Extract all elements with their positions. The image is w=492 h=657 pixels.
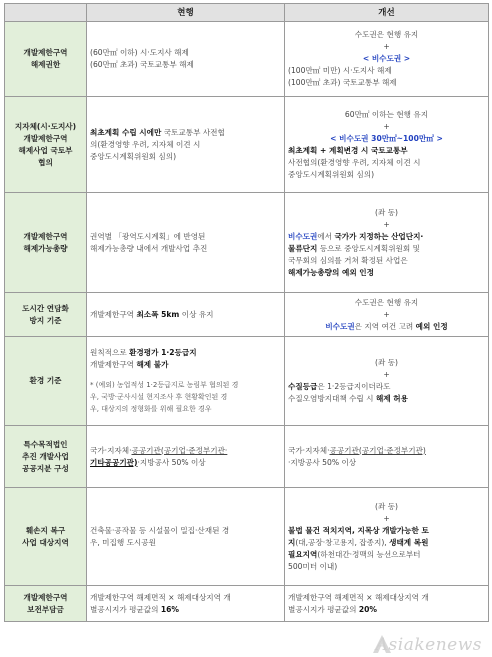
cell-line [288, 445, 485, 457]
watermark: Asiakenews [375, 635, 482, 655]
row-label-line: 개발제한구역 [23, 133, 68, 143]
table-header-row [5, 4, 489, 22]
current-cell [87, 586, 285, 622]
row-label-line: 사업 대상지역 [22, 537, 69, 547]
cell-line: (60만㎡ 이하) 시·도지사 해제 [90, 48, 189, 57]
table-row [5, 293, 489, 337]
blue-text: 비수도권 [288, 231, 318, 241]
cell-text: 개발제한구역 [90, 309, 137, 319]
cell-line [90, 604, 281, 616]
note-line: 우, 국방·군사시설 현지조사 후 현황확인된 경 [90, 393, 228, 401]
row-label [5, 426, 87, 488]
cell-line: < 비수도권 > [362, 54, 411, 63]
row-label [5, 22, 87, 97]
cell-line: ·지방공사 50% 이상 [288, 457, 357, 467]
row-label-line: 방지 기준 [29, 315, 62, 325]
cell-line: 중앙도시계획위원회 심의) [288, 169, 375, 179]
revised-cell [285, 293, 489, 337]
bold-text: 수질등급 [288, 382, 318, 391]
row-label [5, 488, 87, 586]
table-row [5, 426, 489, 488]
note-line: 우, 대상지의 정형화를 위해 필요한 경우 [90, 405, 212, 413]
row-label-line: 추진 개발사업 [22, 451, 69, 461]
cell-text: 국토교통부 사전협 [161, 127, 225, 137]
revised-cell [285, 337, 489, 426]
cell-text: 등으로 중앙도시계획위원회 및 [317, 243, 420, 253]
cell-line [288, 393, 485, 405]
spacer [90, 371, 281, 379]
row-label [5, 97, 87, 193]
bold-text: 물류단지 [288, 243, 318, 253]
cell-line [288, 243, 485, 255]
cell-line: < 비수도권 30만㎡~100만㎡ > [330, 133, 443, 143]
bold-text: 필요지역 [288, 549, 318, 559]
underlined-text: 기타공공기관) [90, 457, 138, 467]
cell-line: (60만㎡ 초과) 국토교통부 해제 [90, 60, 194, 69]
current-cell [87, 97, 285, 193]
comparison-table [4, 3, 489, 622]
table-row [5, 22, 489, 97]
cell-line: 우, 미집행 도시공원 [90, 537, 156, 547]
cell-line: 국무회의 심의를 거쳐 확정된 사업은 [288, 255, 408, 265]
cell-line: 중앙도시계획위원회 심의) [90, 151, 177, 161]
cell-text: 에서 [317, 231, 335, 241]
cell-text: 은 1·2등급지이더라도 [317, 382, 391, 391]
table-row [5, 193, 489, 293]
cell-text: 별공시지가 평균값의 [288, 604, 359, 614]
row-label-line: 개발제한구역 [23, 592, 68, 602]
cell-line: + [383, 219, 390, 229]
cell-line: 500미터 이내) [288, 561, 338, 571]
cell-line [288, 231, 485, 243]
current-cell [87, 337, 285, 426]
cell-text: (하천대간·정맥의 능선으로부터 [317, 549, 421, 559]
cell-text: 이상 유지 [179, 309, 214, 319]
bold-text: 20% [358, 604, 378, 614]
bold-text: 예외 인정 [415, 321, 448, 331]
revised-cell [285, 426, 489, 488]
revised-cell [285, 193, 489, 293]
cell-line: 권역별 「광역도시계획」에 반영된 [90, 231, 206, 241]
revised-cell [285, 586, 489, 622]
current-cell [87, 193, 285, 293]
cell-text: 수질오염방지대책 수립 시 [288, 394, 376, 403]
bold-text: 생태계 복원 [389, 537, 429, 547]
bold-text: 해제 허용 [375, 394, 408, 403]
row-label [5, 337, 87, 426]
cell-text: 은 지역 여건 고려 [354, 321, 416, 331]
cell-line: + [383, 513, 390, 523]
row-label-line: 공공지분 구성 [22, 463, 69, 473]
cell-text: (대,공장·창고용지, 잡종지), [295, 537, 390, 547]
row-label-line: 보전부담금 [27, 604, 64, 614]
row-label-line: 훼손지 복구 [25, 525, 66, 535]
row-label-line: 특수목적법인 [23, 439, 68, 449]
row-label-line: 협의 [38, 157, 53, 167]
blue-text: 비수도권 [325, 321, 355, 331]
table-row [5, 337, 489, 426]
cell-text: 원칙적으로 [90, 348, 130, 357]
bold-text: 환경평가 1·2등급지 [129, 348, 197, 357]
cell-line: + [383, 370, 390, 379]
cell-line: (좌 동) [374, 207, 398, 217]
cell-line: 의(환경영향 우려, 지자체 이견 시 [90, 139, 201, 149]
cell-line [288, 381, 485, 393]
cell-line: 사전협의(환경영향 우려, 지자체 이견 시 [288, 157, 421, 167]
table-row [5, 586, 489, 622]
cell-text: 국가·지자체· [288, 445, 330, 455]
cell-line [288, 604, 485, 616]
cell-line: (좌 동) [374, 358, 398, 367]
note-line: * (예외) 농업적성 1·2등급지로 농림부 협의된 경 [90, 381, 239, 389]
cell-line: 건축물·공작물 등 시설물이 밀집·산재된 경 [90, 525, 230, 535]
bold-text: 해제 불가 [136, 360, 169, 369]
cell-text: 별공시지가 평균값의 [90, 604, 161, 614]
cell-line: 개발제한구역 해제면적 × 해제대상지역 개 [90, 592, 231, 602]
cell-line [288, 549, 485, 561]
cell-line: 수도권은 현행 유지 [354, 297, 419, 307]
cell-line: + [383, 42, 390, 51]
table-row [5, 488, 489, 586]
bold-text: 최초계획 수립 시에만 [90, 127, 162, 137]
current-cell [87, 293, 285, 337]
cell-line [288, 321, 485, 333]
cell-text: ·지방공사 50% 이상 [137, 457, 206, 467]
cell-line: 수도권은 현행 유지 [354, 30, 419, 39]
table-row [5, 97, 489, 193]
cell-line: + [383, 309, 390, 319]
cell-line: (좌 동) [374, 501, 398, 511]
header-current: 현행 [87, 4, 285, 22]
row-label-line: 해제가능총량 [23, 243, 68, 253]
cell-line: 불법 물건 적치지역, 지목상 개발가능한 토 [288, 525, 429, 535]
revised-cell [285, 22, 489, 97]
row-label-line: 개발제한구역 [23, 48, 68, 57]
row-label-line: 지자체(시·도지사) [14, 121, 77, 131]
row-label-line: 도시간 연담화 [22, 303, 69, 313]
cell-line [90, 457, 281, 469]
bold-text: 국가가 지정하는 산업단지· [334, 231, 424, 241]
cell-line: 해제가능총량 내에서 개발사업 추진 [90, 243, 208, 253]
bold-text: 최소폭 5km [136, 309, 180, 319]
bold-text: 지 [288, 537, 296, 547]
cell-line [90, 347, 281, 359]
underlined-text: 공공기관(공기업·준정부기관) [329, 445, 426, 455]
current-cell [87, 488, 285, 586]
current-cell [87, 22, 285, 97]
cell-text: 개발제한구역 [90, 360, 137, 369]
row-label-line: 개발제한구역 [23, 231, 68, 241]
cell-line: 60만㎡ 이하는 현행 유지 [344, 109, 429, 119]
cell-line: (100만㎡ 미만) 시·도지사 해제 [288, 66, 392, 75]
row-label [5, 193, 87, 293]
row-label [5, 586, 87, 622]
row-label-line: 환경 기준 [29, 376, 62, 385]
header-blank [5, 4, 87, 22]
revised-cell [285, 488, 489, 586]
cell-line: 개발제한구역 해제면적 × 해제대상지역 개 [288, 592, 429, 602]
bold-text: 16% [160, 604, 180, 614]
current-cell [87, 426, 285, 488]
cell-line: (100만㎡ 초과) 국토교통부 해제 [288, 78, 397, 87]
cell-text: 국가·지자체· [90, 445, 132, 455]
row-label [5, 293, 87, 337]
cell-line: 해제가능총량의 예외 인정 [288, 267, 374, 277]
underlined-text: 공공기관(공기업·준정부기관· [131, 445, 228, 455]
header-revised: 개선 [285, 4, 489, 22]
cell-line [90, 445, 281, 457]
cell-line [288, 537, 485, 549]
cell-line: 최초계획 + 계획변경 시 국토교통부 [288, 145, 408, 155]
row-label-line: 해제사업 국토부 [18, 145, 73, 155]
cell-line [90, 309, 281, 321]
revised-cell [285, 97, 489, 193]
row-label-line: 해제권한 [30, 60, 61, 69]
cell-line: + [383, 121, 390, 131]
cell-line [90, 359, 281, 371]
cell-line [90, 127, 281, 139]
